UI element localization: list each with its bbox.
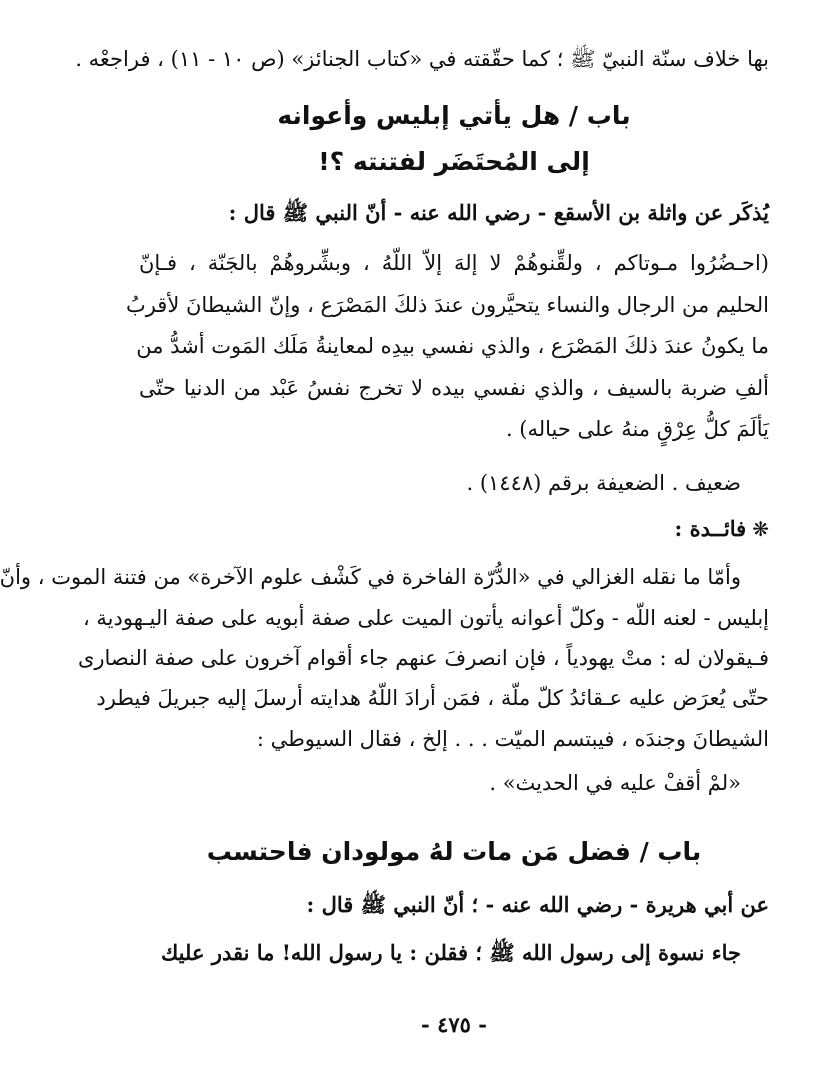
book-page — [0, 30, 769, 1060]
page-number: - ٤٧٥ - — [421, 1012, 487, 1037]
asterisk-ornament-icon: ❋ — [752, 517, 769, 541]
benefit-text-line: فـيقولان له : متْ يهودياً ، فإن انصرفَ عنهم جاء أقوام آخرون على صفة النصارى — [77, 646, 769, 670]
top-continuation-line: بها خلاف سنّة النبيّ ﷺ ؛ كما حقّقته في «كتاب الجنائز» (ص ١٠ - ١١) ، فراجعْه . — [75, 47, 769, 71]
benefit-heading — [139, 512, 769, 546]
benefit-text-line-last: الشيطانَ وجندَه ، فيبتسم الميّت . . . إلخ ، فقال السيوطي : — [256, 727, 769, 751]
benefit-label: فائــدة : — [674, 516, 747, 541]
chapter-title-line-2: إلى المُحتَضَر لفتنته ؟! — [318, 147, 590, 176]
hadith-2-start: جاء نسوة إلى رسول الله ﷺ ؛ فقلن : يا رسول الله! ما نقدر عليك — [160, 940, 741, 965]
benefit-text-line: إبليس - لعنه اللّه - وكلّ أعوانه يأتون الميت على صفة أبويه على صفة اليـهودية ، — [82, 606, 769, 630]
hadith-line: ما يكونُ عندَ ذلكَ المَصْرَع ، والذي نفسي بيدِه لمعاينةُ مَلَك المَوت أشدُّ من — [136, 334, 769, 358]
chapter-title-line-1: باب / هل يأتي إبليس وأعوانه — [277, 101, 631, 130]
hadith-line-last: يَألَمَ كلُّ عِرْقٍ منهُ على حياله) . — [505, 417, 769, 441]
hadith-line: الحليم من الرجال والنساء يتحيَّرون عندَ ذلكَ المَصْرَع ، وإنّ الشيطانَ لأقربُ — [125, 293, 769, 317]
chapter-title-2: باب / فضل مَن مات لهُ مولودان فاحتسب — [206, 837, 702, 866]
benefit-text-line: وأمّا ما نقله الغزالي في «الدُّرّة الفاخرة في كَشْف علوم الآخرة» من فتنة الموت ، وأنّ — [0, 565, 741, 589]
suyuti-quote: «لمْ أقفْ عليه في الحديث» . — [489, 771, 741, 795]
hadith-intro-2: عن أبي هريرة - رضي الله عنه - ؛ أنّ النبي ﷺ قال : — [306, 892, 769, 917]
hadith-line: (احـضُرُوا مـوتاكم ، ولقِّنوهُمْ لا إلهَ إلاّ اللّهُ ، وبشِّروهُمْ بالجَنّة ، فـإنّ — [139, 251, 769, 275]
hadith-intro: يُذكَر عن واثلة بن الأسقع - رضي الله عنه - أنّ النبي ﷺ قال : — [228, 200, 769, 225]
hadith-grading: ضعيف . الضعيفة برقم (١٤٤٨) . — [466, 471, 741, 495]
benefit-text-line: حتّى يُعرَض عليه عـقائدُ كلّ ملّة ، فمَن أرادَ اللّهُ هدايته أرسلَ إليه جبريلَ فيطرد — [96, 686, 769, 710]
hadith-line: ألفِ ضربة بالسيف ، والذي نفسي بيده لا تخرج نفسُ عَبْد من الدنيا حتّى — [139, 376, 769, 400]
